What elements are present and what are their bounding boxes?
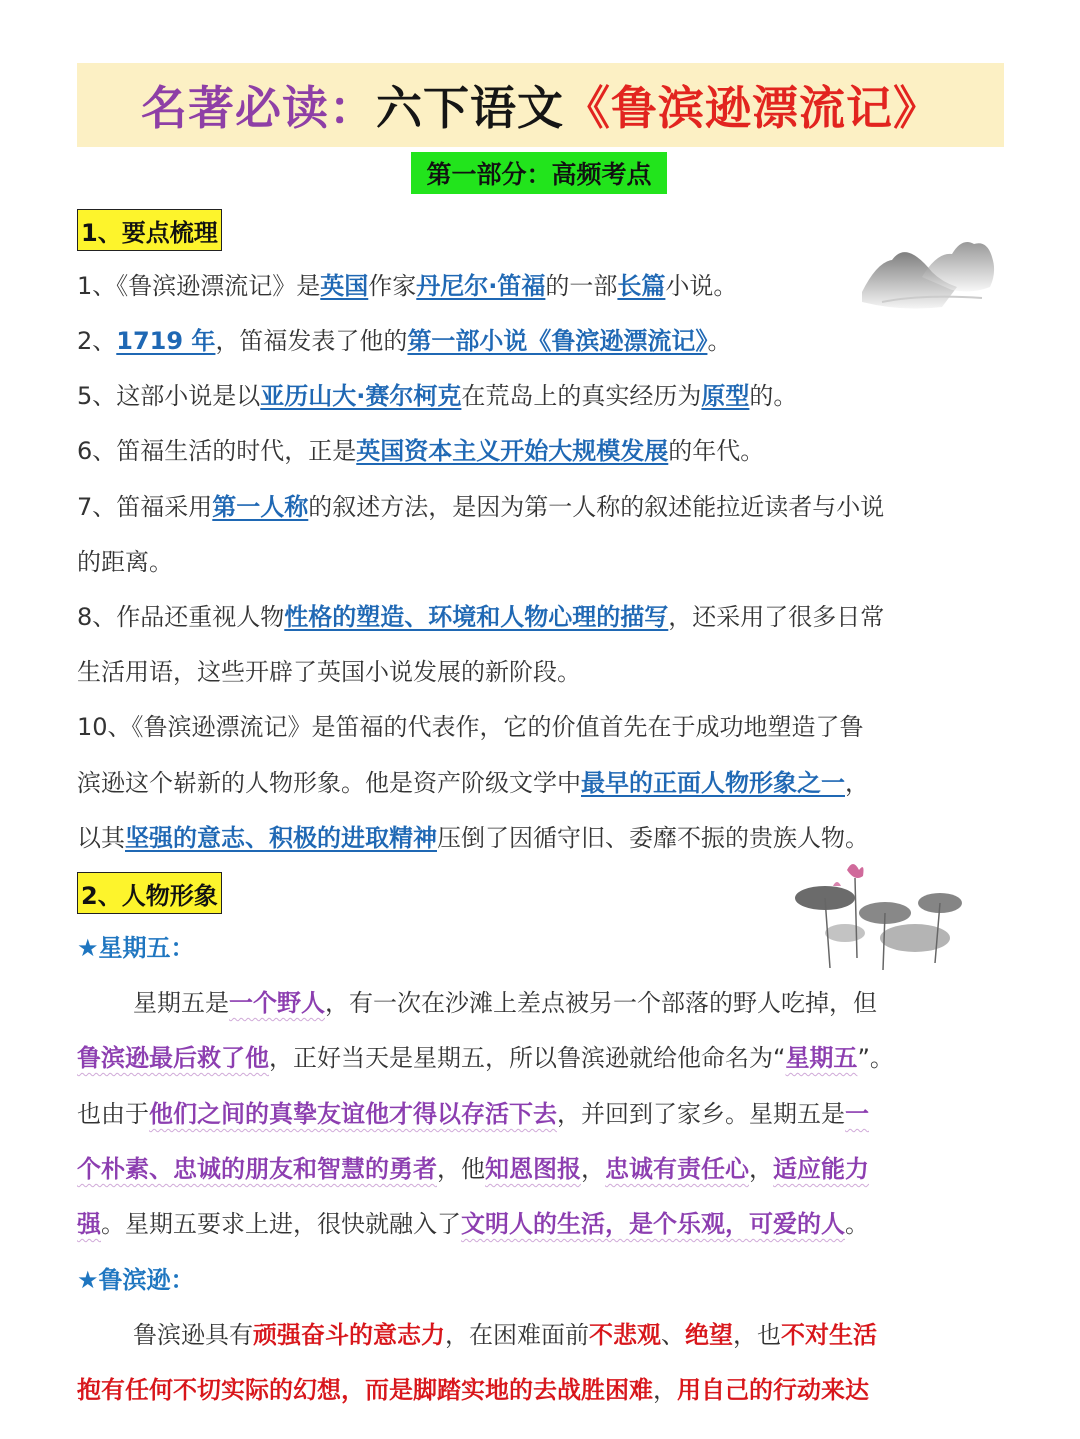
point-line-1 bbox=[77, 266, 1007, 306]
keyword: 一个野人 bbox=[229, 989, 325, 1017]
text: 在荒岛上的真实经历为 bbox=[461, 382, 702, 410]
text: ，正好当天是星期五，所以鲁滨逊就给他命名为“ bbox=[269, 1044, 786, 1072]
keyword: 长篇 bbox=[617, 272, 666, 300]
text: 压倒了因循守旧、委靡不振的贵族人物。 bbox=[437, 824, 869, 852]
point-line-8-cont bbox=[77, 652, 1007, 692]
keyword: 绝望 bbox=[685, 1321, 733, 1349]
keyword: 不对生活 bbox=[781, 1321, 877, 1349]
friday-line-3 bbox=[77, 1094, 1007, 1134]
section-heading-key-points: 1、要点梳理 bbox=[77, 209, 222, 251]
point-line-6 bbox=[77, 431, 1007, 471]
point-line-8 bbox=[77, 597, 1007, 637]
page-title bbox=[77, 63, 1004, 147]
keyword: 用自己的行动来达 bbox=[677, 1376, 869, 1404]
point-line-2 bbox=[77, 321, 1007, 361]
point-line-7 bbox=[77, 487, 1007, 527]
keyword: 丹尼尔·笛福 bbox=[416, 272, 546, 300]
text: 生活用语，这些开辟了英国小说发展的新阶段。 bbox=[77, 658, 581, 686]
robinson-label: ★鲁滨逊： bbox=[77, 1266, 195, 1294]
robinson-line-2 bbox=[77, 1370, 1007, 1410]
text: 。星期五要求上进，很快就融入了 bbox=[101, 1210, 461, 1238]
text: 1、《鲁滨逊漂流记》是 bbox=[77, 272, 321, 300]
text: 以其 bbox=[77, 824, 125, 852]
keyword: 抱有任何不切实际的幻想，而是脚踏实地的去战胜困难 bbox=[77, 1376, 653, 1404]
text: ”。 bbox=[857, 1044, 894, 1072]
keyword: 英国资本主义开始大规模发展 bbox=[356, 437, 669, 465]
text: ， bbox=[749, 1155, 773, 1183]
point-line-10-cont-2 bbox=[77, 818, 1007, 858]
robinson-line-1 bbox=[133, 1315, 1063, 1355]
text: 的年代。 bbox=[668, 437, 765, 465]
point-line-10-cont bbox=[77, 763, 1007, 803]
text: ，有一次在沙滩上差点被另一个部落的野人吃掉，但 bbox=[325, 989, 877, 1017]
text: 7、笛福采用 bbox=[77, 493, 213, 521]
text: ，并回到了家乡。星期五是 bbox=[557, 1100, 845, 1128]
text: ，笛福发表了他的 bbox=[215, 327, 408, 355]
friday-line-5 bbox=[77, 1204, 1007, 1244]
text: ，也 bbox=[733, 1321, 781, 1349]
keyword: 他们之间的真挚友谊他才得以存活下去 bbox=[149, 1100, 557, 1128]
keyword: 鲁滨逊最后救了他 bbox=[77, 1044, 269, 1072]
point-line-5 bbox=[77, 376, 1007, 416]
keyword: 一 bbox=[845, 1100, 869, 1128]
keyword: 性格的塑造、环境和人物心理的描写 bbox=[284, 603, 669, 631]
title-part-1: 名著必读： bbox=[141, 81, 376, 135]
keyword: 个朴素、忠诚的朋友和智慧的勇者 bbox=[77, 1155, 437, 1183]
keyword: 英国 bbox=[320, 272, 369, 300]
keyword: 第一部小说《鲁滨逊漂流记》 bbox=[407, 327, 708, 355]
keyword: 坚强的意志、积极的进取精神 bbox=[125, 824, 437, 852]
point-line-10 bbox=[77, 707, 1007, 747]
keyword: 1719 年 bbox=[116, 327, 216, 355]
text: 、 bbox=[661, 1321, 685, 1349]
text: 鲁滨逊具有 bbox=[133, 1321, 253, 1349]
keyword: 强 bbox=[77, 1210, 101, 1238]
keyword: 原型 bbox=[701, 382, 750, 410]
text: 。 bbox=[707, 327, 732, 355]
keyword: 忠诚有责任心 bbox=[605, 1155, 749, 1183]
text: 的距离。 bbox=[77, 548, 173, 576]
text: 作家 bbox=[368, 272, 417, 300]
text: 8、作品还重视人物 bbox=[77, 603, 285, 631]
text: ， bbox=[845, 769, 869, 797]
friday-line-4 bbox=[77, 1149, 1007, 1189]
text: 5、这部小说是以 bbox=[77, 382, 261, 410]
keyword: 最早的正面人物形象之一 bbox=[581, 769, 845, 797]
keyword: 第一人称 bbox=[212, 493, 309, 521]
section-heading-characters: 2、人物形象 bbox=[77, 872, 222, 914]
keyword: 不悲观 bbox=[589, 1321, 661, 1349]
text: 滨逊这个崭新的人物形象。他是资产阶级文学中 bbox=[77, 769, 581, 797]
keyword: 顽强奋斗的意志力 bbox=[253, 1321, 445, 1349]
text: 小说。 bbox=[665, 272, 738, 300]
text: ，还采用了很多日常 bbox=[668, 603, 885, 631]
text: 也由于 bbox=[77, 1100, 149, 1128]
text: 。 bbox=[845, 1210, 869, 1238]
point-line-7-cont bbox=[77, 542, 1007, 582]
keyword: 知恩图报 bbox=[485, 1155, 581, 1183]
keyword: 星期五 bbox=[785, 1044, 858, 1072]
text: 6、笛福生活的时代，正是 bbox=[77, 437, 357, 465]
friday-label: ★星期五： bbox=[77, 934, 195, 962]
text: ， bbox=[581, 1155, 605, 1183]
text: ，在困难面前 bbox=[445, 1321, 589, 1349]
text: 10、《鲁滨逊漂流记》是笛福的代表作，它的价值首先在于成功地塑造了鲁 bbox=[77, 713, 864, 741]
text: 2、 bbox=[77, 327, 117, 355]
title-part-3: 《鲁滨逊漂流记》 bbox=[564, 81, 940, 135]
keyword: 文明人的生活，是个乐观，可爱的人 bbox=[461, 1210, 845, 1238]
title-part-2: 六下语文 bbox=[376, 81, 564, 135]
keyword: 亚历山大·赛尔柯克 bbox=[260, 382, 462, 410]
keyword: 适应能力 bbox=[773, 1155, 869, 1183]
friday-line-2 bbox=[77, 1038, 1007, 1078]
text: 的叙述方法，是因为第一人称的叙述能拉近读者与小说 bbox=[308, 493, 885, 521]
text: 的一部 bbox=[545, 272, 618, 300]
friday-line-1 bbox=[133, 983, 1063, 1023]
text: ， bbox=[653, 1376, 677, 1404]
text: 星期五是 bbox=[133, 989, 229, 1017]
text: 的。 bbox=[749, 382, 798, 410]
part-label: 第一部分：高频考点 bbox=[411, 152, 667, 194]
text: ，他 bbox=[437, 1155, 485, 1183]
